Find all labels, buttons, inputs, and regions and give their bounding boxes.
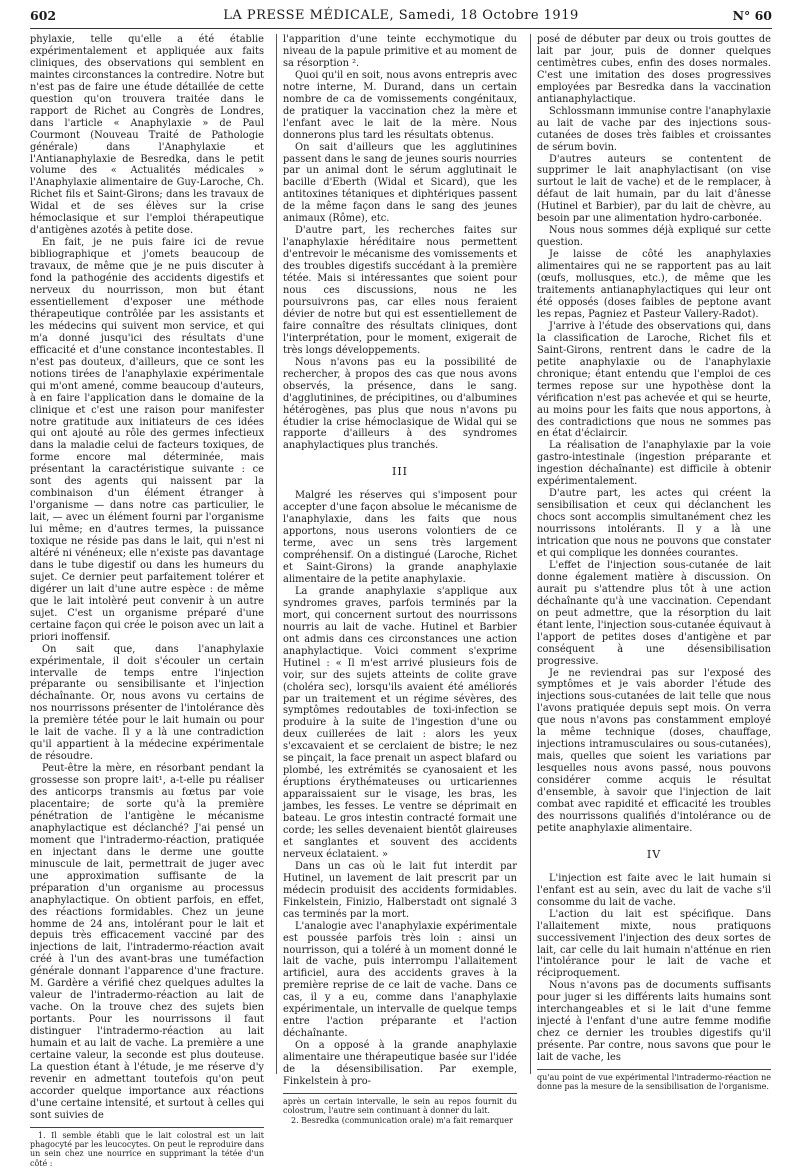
footnotes	[283, 1093, 517, 1125]
paragraph: Nous n'avons pas eu la possibilité de rechercher, à propos des cas que nous avons observés, la présence, dans le sang. d'agglutinines, de précipitines, ou d'albumines hétérogènes, pas plus que nous n'avons pu étudier la crise hémoclasique de Widal qui se rapporte d'ailleurs à des syndromes anaphylactiques plus tranchés.	[283, 356, 517, 452]
paragraph: On sait d'ailleurs que les agglutinines passent dans le sang de jeunes souris nourries par un animal dont le sérum agglutinait le bacille d'Eberth (Widal et Sicard), que les antitoxines tétaniques et diphtériques passent de la même façon dans le sang des jeunes animaux (Rôme), etc.	[283, 141, 517, 225]
paragraph: Malgré les réserves qui s'imposent pour accepter d'une façon absolue le mécanisme de l'anaphylaxie, dans les faits que nous apportons, nous userons volontiers de ce terme, avec un sens très largement compréhensif. On a distingué (Laroche, Richet et Saint-Girons) la grande anaphylaxie alimentaire de la petite anaphylaxie.	[283, 490, 517, 585]
column-divider	[530, 34, 531, 1074]
paragraph: On a opposé à la grande anaphylaxie alimentaire une thérapeutique basée sur l'idée de la désensibilisation. Par exemple, Finkelstein à pro-	[283, 1040, 517, 1088]
footnote: après un certain intervalle, le sein au repos fournit du colostrum, l'autre sein continuant à donner du lait.	[283, 1096, 517, 1116]
paragraph: Je laisse de côté les anaphylaxies alimentaires qui ne se rapportent pas au lait (œufs, mollusques, etc.), de même que les traitements antianaphylactiques qui leur ont été opposés (doses faibles de peptone avant les repas, Pagniez et Pasteur Vallery-Radot).	[537, 249, 771, 320]
header-rule	[30, 28, 772, 29]
paragraph: D'autres auteurs se contentent de supprimer le lait anaphylactisant (on vise surtout le lait de vache) et de le remplacer, à défaut de lait humain, par du lait d'ânesse (Hutinel et Barbier), par du lait de chèvre, au besoin par une alimentation hydro-carbonée.	[537, 153, 771, 225]
paragraph: Dans un cas où le lait fut interdit par Hutinel, un lavement de lait prescrit par un médecin produisit des accidents formidables. Finkelstein, Finizio, Halberstadt ont signalé 3 cas terminés par la mort.	[283, 860, 517, 920]
section-heading: III	[391, 465, 409, 479]
section-heading: IV	[646, 847, 662, 861]
column-2	[283, 34, 517, 1125]
column-divider	[276, 34, 277, 1074]
column-1	[30, 34, 264, 1168]
paragraph: On sait que, dans l'anaphylaxie expérimentale, il doit s'écouler un certain intervalle de temps entre l'injection préparante ou sensibilisante et l'injection déchaînante. Or, nous avons vu certains de nos nourrissons présenter de l'intolérance dès la première tétée pour le lait humain ou pour le lait de vache. Il y a là une contradiction qu'il appartient à la médecine expérimentale de résoudre.	[30, 643, 264, 763]
journal-title: LA PRESSE MÉDICALE, Samedi, 18 Octobre 1919	[223, 8, 579, 23]
page-number: 602	[30, 8, 57, 23]
footnote: 1. Il semble établi que le lait colostral est un lait phagocyté par les leucocytes. On peut le reproduire dans un sein chez une nourrice en supprimant la tétée d'un côté :	[30, 1130, 264, 1168]
issue-number: N° 60	[732, 8, 772, 23]
paragraph: En fait, je ne puis faire ici de revue bibliographique et j'omets beaucoup de travaux, de même que je ne puis discuter à fond la pathogénie des accidents digestifs et nerveux du nourrisson, mon but étant essentiellement d'exposer une méthode thérapeutique contrôlée par les assistants et les médecins qui suivent mon service, et qui m'a donné jusqu'ici des résultats d'une efficacité et d'une constance incontestables. Il n'est pas douteux, d'ailleurs, que ce sont les notions tirées de l'anaphylaxie expérimentale qui m'ont amené, comme beaucoup d'auteurs, à en faire l'application dans le domaine de la clinique et c'est une raison pour manifester notre gratitude aux initiateurs de ces idées qui ont ajouté au rôle des germes infectieux dans la maladie celui de facteurs toxiques, de forme encore mal déterminée, mais présentant la caractéristique suivante : ce sont des agents qui naissent par la combinaison d'un élément étranger à l'organisme — dans notre cas particulier, le lait, — avec un élément fourni par l'organisme lui même; en d'autres termes, la puissance toxique ne réside pas dans le lait, qui n'est ni altéré ni vénéneux; elle n'existe pas davantage dans le tube digestif ou dans les humeurs du sujet. Ce dernier peut parfaitement tolérer et digérer un lait d'une autre espèce : de même que le lait intolèré peut convenir à un autre sujet. C'est un organisme préparé d'une certaine façon qui crée le poison avec un lait a priori inoffensif.	[30, 237, 264, 643]
paragraph: Nous n'avons pas de documents suffisants pour juger si les différents laits humains sont interchangeables et si le lait d'une femme injecté à l'enfant d'une autre femme modifie chez ce dernier les troubles digestifs qu'il présente. Par contre, nous savons que pour le lait de vache, les	[537, 980, 771, 1064]
footnote: qu'au point de vue expérimental l'intradermo-réaction ne donne pas la mesure de la sensibilisation de l'organisme.	[537, 1073, 771, 1092]
paragraph: L'effet de l'injection sous-cutanée de lait donne également matière à discussion. On aurait pu s'attendre plus tôt à une action déchaînante qu'à une vaccination. Cependant on peut admettre, que la résorption du lait étant lente, l'injection sous-cutanée équivaut à l'apport de petites doses d'antigène et par conséquent à une désensibilisation progressive.	[537, 559, 771, 667]
paragraph: L'injection est faite avec le lait humain si l'enfant est au sein, avec du lait de vache s'il consomme du lait de vache.	[537, 872, 771, 908]
paragraph: phylaxie, telle qu'elle a été établie expérimentalement et appliquée aux faits cliniques, des observations qui semblent en maintes circonstances la contredire. Notre but n'est pas de faire une étude détaillée de cette question qu'on trouvera traitée dans le rapport de Richet au Congrès de Londres, dans l'article « Anaphylaxie » de Paul Courmont (Nouveau Traité de Pathologie générale) dans l'Anaphylaxie et l'Antianaphylaxie de Besredka, dans le petit volume des « Actualités médicales » l'Anaphylaxie alimentaire de Guy-Laroche, Ch. Richet fils et Saint-Girons; dans les travaux de Widal et de ses élèves sur la crise hémoclasique et sur l'emploi thérapeutique d'antigènes azotés à petite dose.	[30, 34, 264, 237]
paragraph: Quoi qu'il en soit, nous avons entrepris avec notre interne, M. Durand, dans un certain nombre de ca de vomissements congénitaux, de pratiquer la vaccination chez la mère et l'enfant avec le lait de la mère. Nous donnerons plus tard les résultats obtenus.	[283, 69, 517, 141]
footnotes	[30, 1127, 264, 1168]
footnote: 2. Besredka (communication orale) m'a fait remarquer	[291, 1115, 513, 1125]
paragraph: La réalisation de l'anaphylaxie par la voie gastro-intestinale (ingestion préparante et ingestion déchaînante) est difficile à obtenir expérimentalement.	[537, 440, 771, 488]
paragraph: L'action du lait est spécifique. Dans l'allaitement mixte, nous pratiquons successivement l'injection des deux sortes de lait, car celle du lait humain n'atténue en rien l'intolérance pour le lait de vache et réciproquement.	[537, 908, 771, 980]
paragraph: Je ne reviendrai pas sur l'exposé des symptômes et je vais aborder l'étude des injections sous-cutanées de lait telle que nous l'avons pratiquée depuis sept mois. On verra que nous n'avons pas constamment employé la même technique (doses, chauffage, injections intramusculaires ou sous-cutanées), mais, quelles que soient les variations par lesquelles nous avons passé, nous pouvons considérer comme acquis le résultat d'ensemble, à savoir que l'injection de lait combat avec rapidité et efficacité les troubles des nourrissons qualifiés d'intolérance ou de petite anaphylaxie alimentaire.	[537, 667, 771, 834]
paragraph: l'apparition d'une teinte ecchymotique du niveau de la papule primitive et au moment de sa résorption ².	[283, 34, 517, 69]
page-header	[30, 8, 772, 30]
paragraph: D'autre part, les actes qui créent la sensibilisation et ceux qui déclanchent les chocs sont accomplis simultanément chez les nourrissons intolérants. Il y a là une intrication que nous ne pouvons que constater et qui complique les données courantes.	[537, 488, 771, 559]
paragraph: L'analogie avec l'anaphylaxie expérimentale est poussée parfois très loin : ainsi un nourrisson, qui a toléré à un moment donné le lait de vache, puis interrompu l'allaitement artificiel, aura des accidents graves à la première reprise de ce lait de vache. Dans ce cas, il y a eu, comme dans l'anaphylaxie expérimentale, un intervalle de quelque temps entre l'action préparante et l'action déchaînante.	[283, 920, 517, 1040]
paragraph: Schlossmann immunise contre l'anaphylaxie au lait de vache par des injections sous-cutanées de doses très faibles et croissantes de sérum bovin.	[537, 105, 771, 153]
paragraph: Peut-être la mère, en résorbant pendant la grossesse son propre lait¹, a-t-elle pu réaliser des anticorps transmis au fœtus par voie placentaire; de sorte qu'à la première pénétration de l'antigène le mécanisme anaphylactique est déclanché? J'ai pensé un moment que l'intradermo-réaction, pratiquée en injectant dans le derme une goutte minuscule de lait, permettrait de juger avec une approximation suffisante de la préparation d'un organisme au processus anaphylactique. On obtient parfois, en effet, des réactions formidables. Chez un jeune homme de 24 ans, intolérant pour le lait et depuis très efficacement vacciné par des injections de lait, l'intradermo-réaction avait créé à l'un des avant-bras une tuméfaction générale donnant l'apparence d'une fracture. M. Gardère a vérifié chez quelques adultes la valeur de l'intradermo-réaction au lait de vache. On la trouve chez des sujets bien portants. Pour les nourrissons il faut distinguer l'intradermo-réaction au lait humain et au lait de vache. La première a une certaine valeur, la seconde est plus douteuse. La question étant à l'étude, je me réserve d'y revenir en admettant toutefois qu'on peut accorder quelque importance aux réactions d'une certaine intensité, et surtout à celles qui sont suivies de	[30, 763, 264, 1121]
paragraph: La grande anaphylaxie s'applique aux syndromes graves, parfois terminés par la mort, qui concernent surtout des nourrissons nourris au lait de vache. Hutinel et Barbier ont admis dans ces circonstances une action anaphylactique. Voici comment s'exprime Hutinel : « Il m'est arrivé plusieurs fois de voir, sur des sujets atteints de colite grave (choléra sec), lorsqu'ils avaient été améliorés par un traitement et un régime sévères, des symptômes redoutables de toxi-infection se produire à la suite de l'ingestion d'une ou deux cuillerées de lait : alors les yeux s'excavaient et se cerclaient de bistre; le nez se pinçait, la face prenait un aspect blafard ou plombé, les extrémités se cyanosaient et les éruptions érythémateuses ou urticariennes apparaissaient sur le visage, les bras, les jambes, les fesses. Le ventre se déprimait en bateau. Le gros intestin contracté formait une corde; les selles devenaient bientôt glaireuses et sanglantes et souvent des accidents nerveux éclataient. »	[283, 585, 517, 860]
paragraph: posé de débuter par deux ou trois gouttes de lait par jour, puis de donner quelques centimètres cubes, enfin des doses normales. C'est une imitation des doses progressives employées par Besredka dans la vaccination antianaphylactique.	[537, 34, 771, 105]
paragraph: J'arrive à l'étude des observations qui, dans la classification de Laroche, Richet fils et Saint-Girons, rentrent dans le cadre de la petite anaphylaxie ou de l'anaphylaxie chronique; étant entendu que l'emploi de ces termes repose sur une hypothèse dont la vérification n'est pas achevée et qui se heurte, au moins pour les faits que nous apportons, à des contradictions que nous ne sommes pas en état d'éclaircir.	[537, 320, 771, 440]
paragraph: Nous nous sommes déjà expliqué sur cette question.	[537, 225, 771, 249]
paragraph: D'autre part, les recherches faites sur l'anaphylaxie héréditaire nous permettent d'entrevoir le mécanisme des vomissements et des troubles digestifs succédant à la première tétée. Mais si intéressantes que soient pour nous ces discussions, nous ne les poursuivrons pas, car elles nous feraient dévier de notre but qui est essentiellement de faire connaître des résultats cliniques, dont l'interprétation, pour le moment, exigerait de très longs développements.	[283, 225, 517, 356]
footnotes	[537, 1069, 771, 1092]
column-3	[537, 34, 771, 1092]
